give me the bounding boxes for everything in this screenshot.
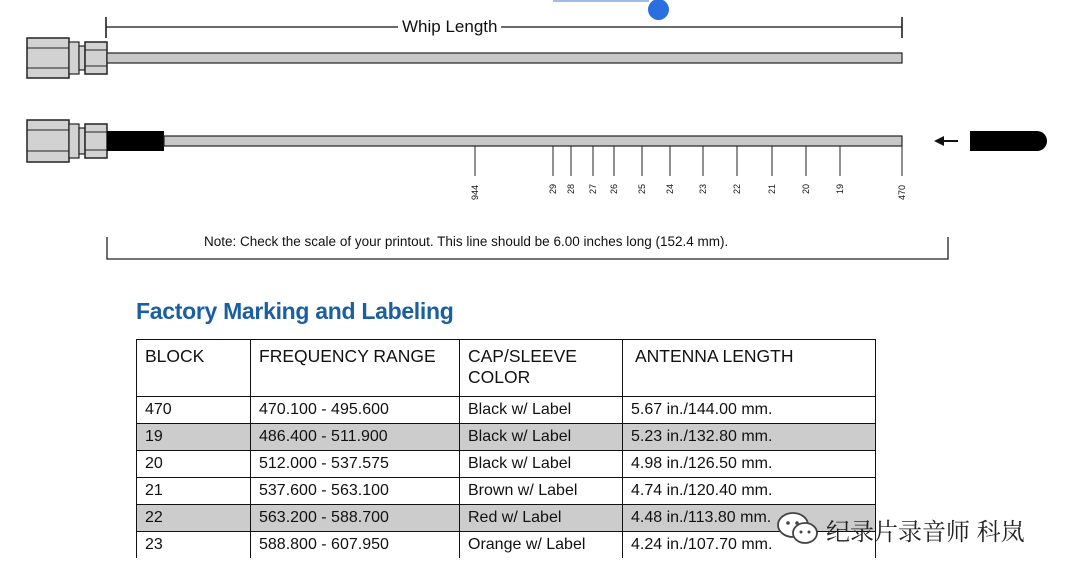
- whip-length-label: Whip Length: [398, 17, 501, 37]
- cell-frequency: 512.000 - 537.575: [251, 451, 460, 478]
- antenna-diagram: [0, 0, 1080, 270]
- cut-mark-label: 20: [801, 183, 811, 194]
- cell-cap: Black w/ Label: [460, 397, 623, 424]
- cell-block: 20: [137, 451, 251, 478]
- cut-mark-label: 19: [835, 183, 845, 194]
- wechat-icon: [776, 510, 820, 548]
- cut-mark-label: 27: [588, 183, 598, 194]
- header-cap-line1: CAP/SLEEVE: [468, 346, 577, 366]
- header-block: BLOCK: [137, 340, 251, 397]
- arrow-head-icon: [934, 136, 944, 146]
- table-row: [137, 424, 876, 451]
- header-cap-line2: COLOR: [468, 367, 531, 387]
- table-row: [137, 532, 876, 559]
- cell-block: 23: [137, 532, 251, 559]
- cell-length: 4.98 in./126.50 mm.: [623, 451, 876, 478]
- cell-cap: Orange w/ Label: [460, 532, 623, 559]
- cut-mark-label: 21: [767, 183, 777, 194]
- cell-length: 5.23 in./132.80 mm.: [623, 424, 876, 451]
- header-frequency: FREQUENCY RANGE: [251, 340, 460, 397]
- connector-bottom: [27, 120, 107, 162]
- table-row: [137, 478, 876, 505]
- table-row: [137, 451, 876, 478]
- cell-cap: Black w/ Label: [460, 451, 623, 478]
- cell-frequency: 588.800 - 607.950: [251, 532, 460, 559]
- antenna-cap: [970, 131, 1047, 151]
- cell-block: 22: [137, 505, 251, 532]
- cell-block: 19: [137, 424, 251, 451]
- cell-length: 4.24 in./107.70 mm.: [623, 532, 876, 559]
- cell-frequency: 537.600 - 563.100: [251, 478, 460, 505]
- whip-rod-bottom: [164, 136, 902, 146]
- cut-mark-label: 24: [665, 183, 675, 194]
- marking-table: [136, 339, 876, 558]
- header-length: ANTENNA LENGTH: [623, 340, 876, 397]
- cell-length: 5.67 in./144.00 mm.: [623, 397, 876, 424]
- whip-rod-top: [107, 53, 902, 63]
- table-row: [137, 505, 876, 532]
- table-row: [137, 397, 876, 424]
- cell-cap: Brown w/ Label: [460, 478, 623, 505]
- watermark: [776, 510, 1025, 548]
- table-header-row: [137, 340, 876, 397]
- cut-mark-label: 23: [698, 183, 708, 194]
- cell-length: 4.74 in./120.40 mm.: [623, 478, 876, 505]
- cell-frequency: 470.100 - 495.600: [251, 397, 460, 424]
- cell-frequency: 563.200 - 588.700: [251, 505, 460, 532]
- cell-cap: Red w/ Label: [460, 505, 623, 532]
- connector-top: [27, 38, 107, 78]
- cut-mark-label: 470: [897, 184, 907, 200]
- section-title: Factory Marking and Labeling: [136, 298, 454, 324]
- cut-mark-label: 26: [609, 183, 619, 194]
- cut-marks: [470, 146, 907, 200]
- cut-mark-label: 28: [566, 183, 576, 194]
- scale-note: Note: Check the scale of your printout. This line should be 6.00 inches long (152.4 mm).: [204, 234, 729, 249]
- watermark-text: 纪录片录音师 科岚: [826, 518, 1025, 546]
- cell-block: 470: [137, 397, 251, 424]
- cell-cap: Black w/ Label: [460, 424, 623, 451]
- cut-mark-label: 22: [732, 183, 742, 194]
- cut-mark-label: 25: [637, 183, 647, 194]
- cut-mark-label: 29: [548, 183, 558, 194]
- header-cap: [460, 340, 623, 397]
- sleeve-black: [107, 131, 164, 151]
- cut-mark-label: 944: [470, 184, 480, 200]
- cell-length: 4.48 in./113.80 mm.: [623, 505, 876, 532]
- cell-frequency: 486.400 - 511.900: [251, 424, 460, 451]
- cell-block: 21: [137, 478, 251, 505]
